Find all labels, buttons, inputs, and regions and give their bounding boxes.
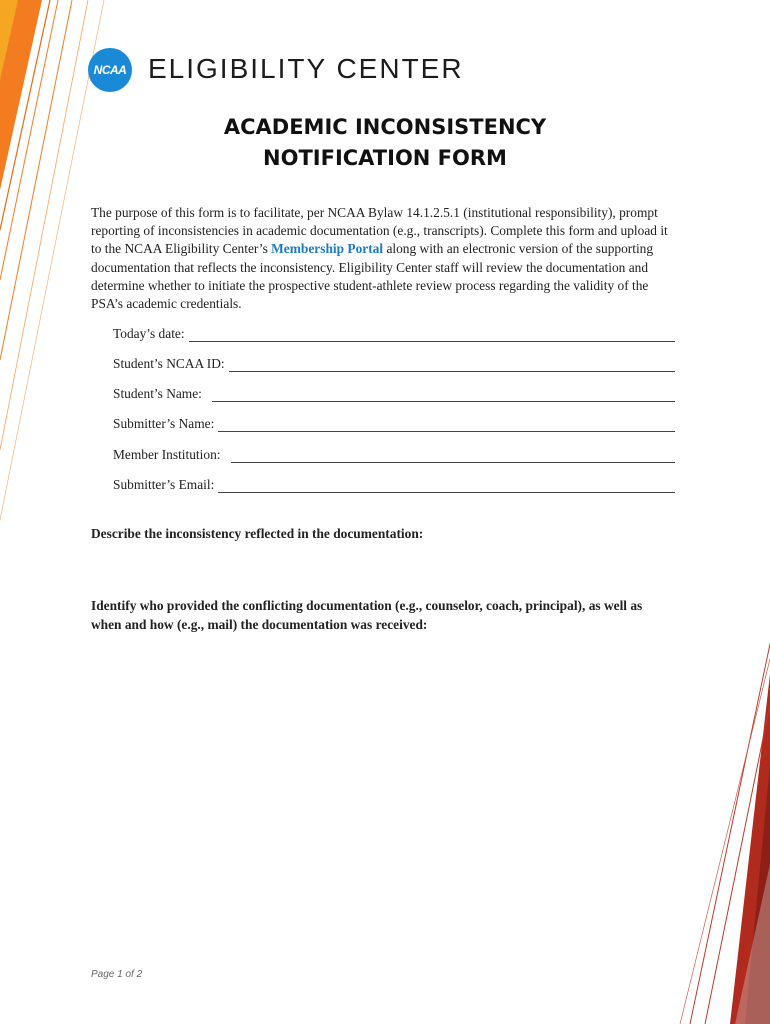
- field-label: Student’s NCAA ID:: [113, 356, 225, 371]
- field-submitter-name[interactable]: [113, 416, 675, 432]
- fill-line[interactable]: [231, 448, 676, 463]
- ncaa-logo: NCAA: [88, 48, 132, 92]
- brand-title: ELIGIBILITY CENTER: [148, 53, 464, 84]
- form-title: [0, 112, 770, 174]
- field-label: Member Institution:: [113, 447, 221, 462]
- intro-text-2: along with an electronic version of the supporting documentation that reflects the inconsistency. Eligibility Center staff will review the documentation and determine whether to initiate the prospective student-athlete review process regarding the validity of the PSA’s academic credentials.: [91, 241, 654, 312]
- intro-paragraph: [91, 204, 681, 313]
- intro-text-1: The purpose of this form is to facilitate, per NCAA Bylaw 14.1.2.5.1 (institutional responsibility), prompt reporting of inconsistencies in academic documentation (e.g., transcripts). Complete this form and upload it to the NCAA Eligibility Center’s: [91, 205, 668, 257]
- membership-portal-link[interactable]: Membership Portal: [271, 241, 384, 257]
- fill-line[interactable]: [229, 357, 675, 372]
- field-label: Submitter’s Email:: [113, 477, 215, 492]
- page-number: Page 1 of 2: [91, 969, 143, 980]
- form-title-line-1: ACADEMIC INCONSISTENCY: [223, 115, 547, 139]
- field-student-name[interactable]: [113, 386, 675, 402]
- question-identify-provider: Identify who provided the conflicting documentation (e.g., counselor, coach, principal), as well as when and how (e.g., mail) the documentation was received:: [91, 598, 643, 632]
- field-todays-date[interactable]: [113, 326, 675, 342]
- decorative-stripes-right: [650, 644, 770, 1024]
- form-title-line-2: NOTIFICATION FORM: [263, 146, 507, 170]
- fill-line[interactable]: [218, 478, 675, 493]
- field-label: Today’s date:: [113, 326, 185, 341]
- fill-line[interactable]: [218, 417, 675, 432]
- fill-line[interactable]: [189, 327, 675, 342]
- field-member-institution[interactable]: [113, 447, 675, 463]
- fill-line[interactable]: [212, 387, 675, 402]
- question-describe-inconsistency: Describe the inconsistency reflected in the documentation:: [91, 526, 424, 541]
- field-student-ncaa-id[interactable]: [113, 356, 675, 372]
- field-label: Submitter’s Name:: [113, 416, 215, 431]
- field-label: Student’s Name:: [113, 386, 202, 401]
- field-submitter-email[interactable]: [113, 477, 675, 493]
